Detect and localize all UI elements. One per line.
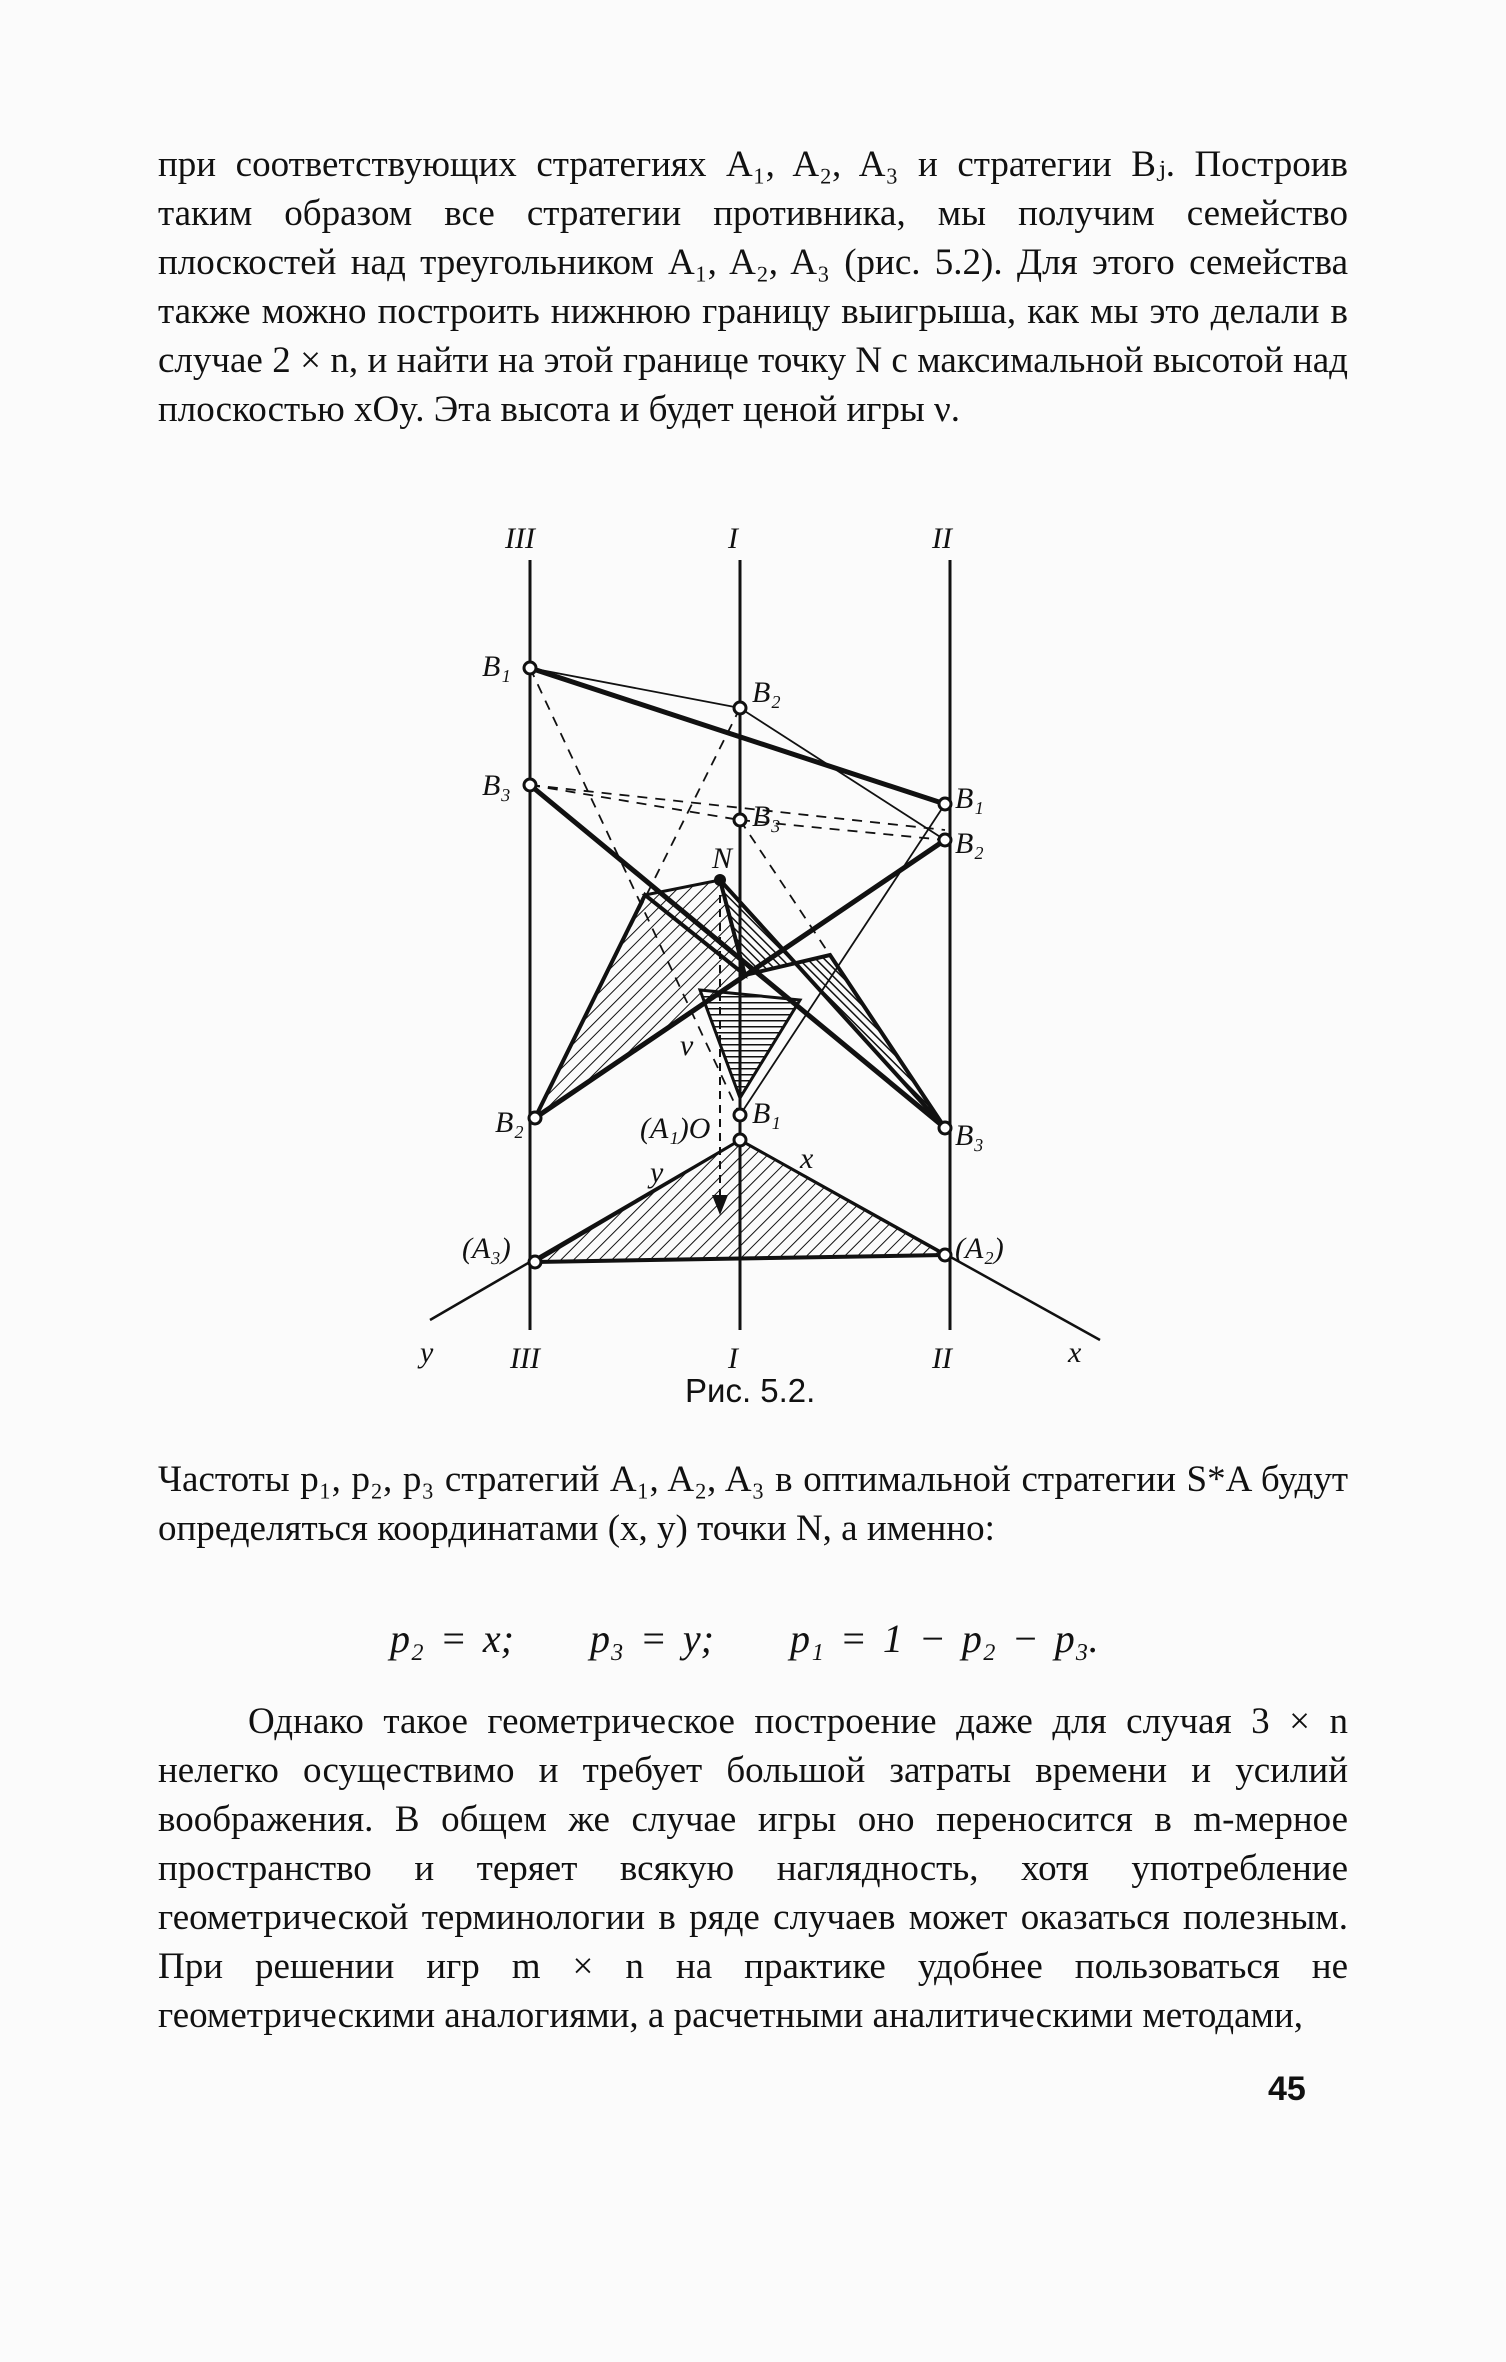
label-b2-left: B₂ [495,1106,524,1139]
label-I-top: I [728,522,738,555]
label-b1-left: B₁ [482,650,511,683]
label-y-short: y [650,1156,664,1189]
paragraph-intro: при соответствующих стратегиях A₁, A₂, A₃ и стратегии Bⱼ. Построив таким образом все стратегии противника, мы получим семейство плоскостей над треугольником A₁, A₂, A₃ (рис. 5.2). Для этого семейства также можно построить нижнюю границу выигрыша, как мы это делали в случае 2 × n, и найти на этой границе точку N с максимальной высотой над плоскостью xOy. Эта высота и будет ценой игры ν. [158,144,1348,430]
label-III-bottom: III [510,1342,540,1375]
label-a2: (A₂) [955,1232,1004,1265]
figure-caption: Рис. 5.2. [685,1372,816,1409]
label-b1-mid: B₁ [752,1097,781,1130]
paragraph-frequencies: Частоты p₁, p₂, p₃ стратегий A₁, A₂, A₃ в оптимальной стратегии S*A будут определяться координатами (x, y) точки N, а именно: [158,1459,1348,1549]
label-nu: ν [680,1029,694,1062]
label-b2-right: B₂ [955,827,984,860]
paragraph-however: Однако такое геометрическое построение даже для случая 3 × n нелегко осуществимо и требует большой затраты времени и усилий воображения. В общем же случае игры оно переносится в m-мерное пространство и теряет всякую наглядность, хотя употребление геометрической терминологии в ряде случаев может оказаться полезным. При решении игр m × n на практике удобнее пользоваться не геометрическими аналогиями, а расчетными аналитическими методами, [158,1701,1348,2036]
label-b3-mid: B₃ [752,800,781,833]
label-II-bottom: II [932,1342,952,1375]
label-b2-mid: B₂ [752,676,781,709]
label-a3: (A₃) [462,1232,511,1265]
label-y-long: y [420,1336,434,1369]
plane-b1-top [530,668,945,804]
label-x-long: x [1068,1336,1082,1369]
label-b3-right: B₃ [955,1119,984,1152]
formula-p1: p₁ = 1 − p₂ − p₃. [789,1616,1099,1661]
label-n: N [712,842,733,875]
label-origin: (A₁)O [640,1112,711,1145]
label-I-bottom: I [728,1342,738,1375]
formula-p3: p₃ = y; [589,1616,714,1661]
base-triangle [535,1140,945,1262]
label-b1-right: B₁ [955,782,984,815]
label-II-top: II [932,522,952,555]
label-x-short: x [800,1142,814,1175]
surface-mid [700,990,800,1098]
formula-line [390,1615,1159,1662]
formula-p2: p₂ = x; [390,1616,514,1661]
label-III-top: III [505,522,535,555]
label-b3-left: B₃ [482,769,511,802]
page-number: 45 [1268,2070,1306,2108]
